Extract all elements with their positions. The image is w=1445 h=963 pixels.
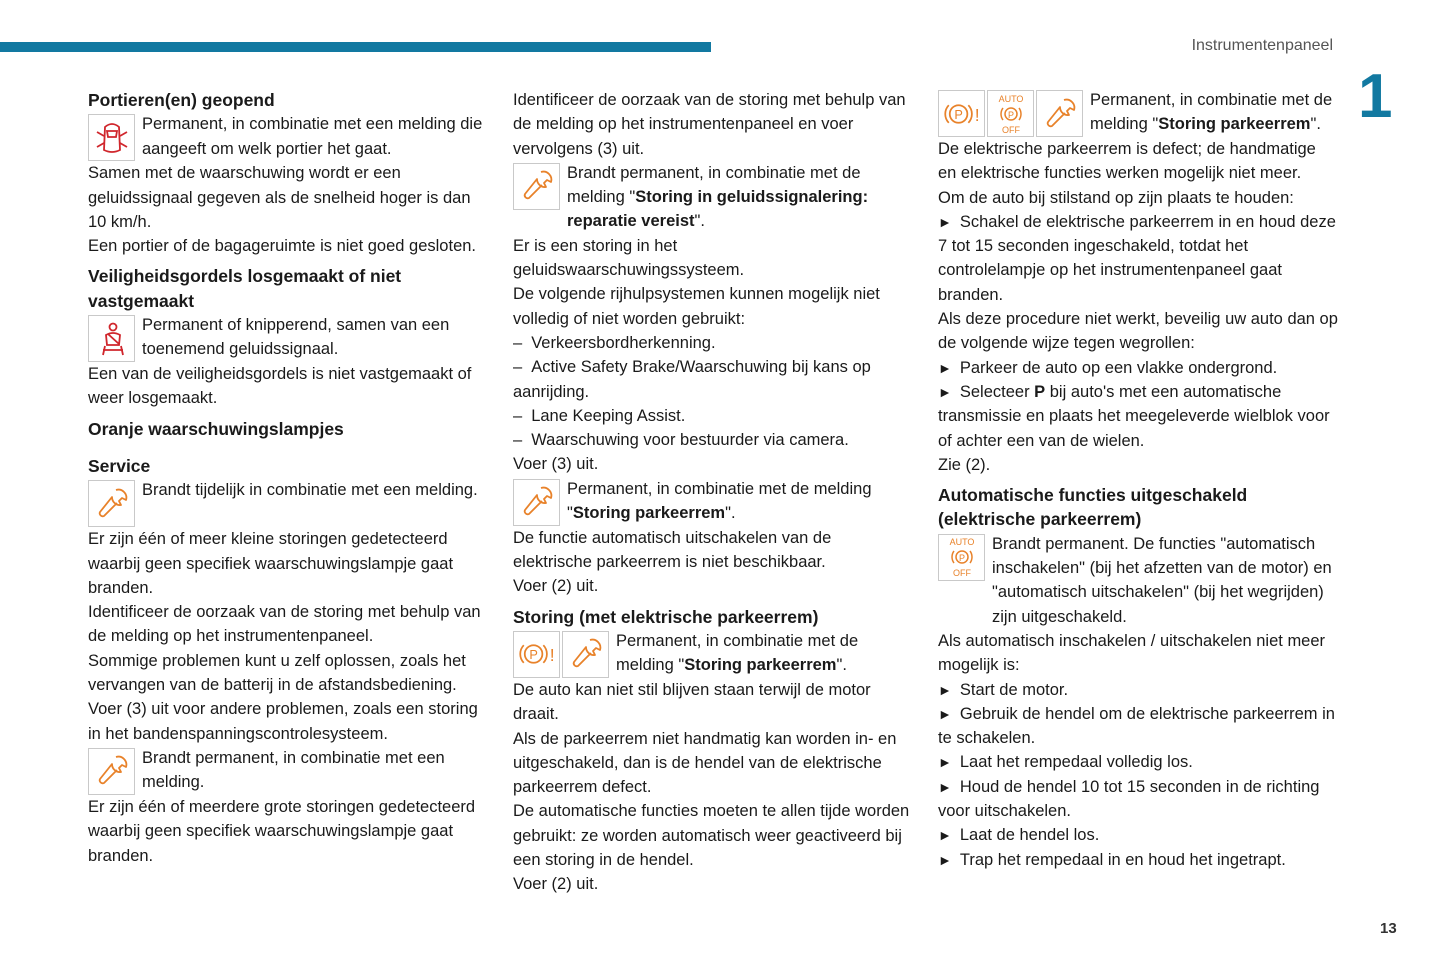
list-item: ► Schakel de elektrische parkeerrem in en houd deze 7 tot 15 seconden ingeschakeld, totdat het controlelampje op het instrumentenpaneel gaat branden. — [938, 210, 1338, 307]
wrench-icon — [88, 480, 135, 527]
service-icon1-text: Brandt tijdelijk in combinatie met een melding. — [142, 481, 478, 500]
list-item: – Waarschuwing voor bestuurder via camera. — [513, 428, 911, 452]
list-item: – Verkeersbordherkenning. — [513, 331, 911, 355]
doors-warning-row — [88, 112, 488, 161]
list-item: ► Houd de hendel 10 tot 15 seconden in de richting voor uitschakelen. — [938, 775, 1338, 824]
auto-off-icon — [987, 90, 1034, 137]
parking-brake-fault-icon — [938, 90, 985, 137]
parkbrake-warning-row: Permanent, in combinatie met de melding "Storing parkeerrem". — [513, 477, 911, 526]
col2-paragraph-3: De volgende rijhulpsystemen kunnen mogelijk niet volledig of niet worden gebruikt: — [513, 285, 880, 328]
service-icon2-text: Brandt permanent, in combinatie met een melding. — [142, 748, 445, 792]
col2-paragraph-6: Voer (2) uit. — [513, 577, 599, 596]
list-item: – Lane Keeping Assist. — [513, 404, 911, 428]
col2-paragraph-7: De auto kan niet stil blijven staan terwijl de motor draait. — [513, 680, 871, 724]
epb-warning-row: P ! Permanent, in combinatie met de melding "Storing parkeerrem". — [513, 629, 911, 678]
service-paragraph-4: Voer (3) uit voor andere problemen, zoals een storing in het bandenspanningscontrolesysteem. — [88, 700, 478, 743]
list-item: ► Parkeer de auto op een vlakke ondergrond. — [938, 356, 1338, 380]
col3-paragraph-1: De elektrische parkeerrem is defect; de handmatige en elektrische functies werken mogelijk niet meer. — [938, 140, 1316, 183]
svg-text:AUTO: AUTO — [998, 93, 1023, 104]
heading-epb-fault: Storing (met elektrische parkeerrem) — [513, 606, 819, 627]
col3-paragraph-3: Als deze procedure niet werkt, beveilig uw auto dan op de volgende wijze tegen wegrollen: — [938, 310, 1338, 353]
column-3 — [938, 88, 1338, 872]
heading-belts: Veiligheidsgordels losgemaakt of niet vastgemaakt — [88, 266, 402, 311]
svg-text:!: ! — [974, 104, 980, 125]
auto-off-icon — [938, 534, 985, 581]
assist-systems-list — [513, 331, 911, 452]
list-item: ► Selecteer P bij auto's met een automatische transmissie en plaats het meegeleverde wielblok voor of achter een van de wielen. — [938, 380, 1338, 453]
list-item: ► Start de motor. — [938, 678, 1338, 702]
auto-off-icon-text: Brandt permanent. De functies "automatisch inschakelen" (bij het afzetten van de motor) en "automatisch uitschakelen" (bij het wegrijden) zijn uitgeschakeld. — [992, 534, 1332, 626]
service-paragraph-1: Er zijn één of meer kleine storingen gedetecteerd waarbij geen specifiek waarschuwingslampje gaat branden. — [88, 530, 454, 597]
list-item: ► Trap het rempedaal in en houd het ingetrapt. — [938, 848, 1338, 872]
heading-auto-functions: Automatische functies uitgeschakeld (elektrische parkeerrem) — [938, 485, 1248, 530]
service-perm-row — [88, 746, 488, 795]
belts-paragraph-1: Een van de veiligheidsgordels is niet vastgemaakt of weer losgemaakt. — [88, 365, 472, 408]
doors-paragraph-1: Samen met de waarschuwing wordt er een geluidssignaal gegeven als de snelheid hoger is dan 10 km/h. — [88, 164, 471, 231]
belts-icon-text: Permanent of knipperend, samen van een toenemend geluidssignaal. — [142, 316, 450, 359]
service-temp-row — [88, 478, 488, 527]
heading-doors: Portieren(en) geopend — [88, 90, 275, 110]
page-number: 13 — [1380, 920, 1397, 937]
service-paragraph-2: Identificeer de oorzaak van de storing met behulp van de melding op het instrumentenpaneel. — [88, 603, 481, 646]
column-2 — [513, 88, 911, 897]
svg-text:!: ! — [549, 645, 555, 666]
service-paragraph-5: Er zijn één of meerdere grote storingen gedetecteerd waarbij geen specifiek waarschuwingslampje gaat branden. — [88, 797, 476, 865]
message-parkbrake-fault: Storing parkeerrem — [572, 504, 726, 523]
message-sound-fault: Storing in geluidssignalering: reparatie vereist — [567, 188, 869, 231]
wrench-icon — [562, 631, 609, 678]
hold-procedure-list — [938, 210, 1338, 307]
list-item: ► Laat de hendel los. — [938, 823, 1338, 847]
message-parkbrake-fault: Storing parkeerrem — [1158, 115, 1311, 134]
col3-paragraph-4: Zie (2). — [938, 455, 991, 474]
auto-off-row — [938, 532, 1338, 629]
heading-orange-lamps: Oranje waarschuwingslampjes — [88, 418, 344, 439]
list-item: – Active Safety Brake/Waarschuwing bij kans op aanrijding. — [513, 355, 911, 404]
seatbelt-icon — [88, 315, 135, 362]
col2-paragraph-9: De automatische functies moeten te allen tijde worden gebruikt: ze worden automatisch weer geactiveerd bij een storing in de hendel. — [513, 802, 910, 870]
col2-paragraph-10: Voer (2) uit. — [513, 875, 599, 894]
doors-paragraph-2: Een portier of de bagageruimte is niet goed gesloten. — [88, 237, 477, 256]
col2-paragraph-5: De functie automatisch uitschakelen van de elektrische parkeerrem is niet beschikbaar. — [513, 528, 832, 572]
message-parkbrake-fault: Storing parkeerrem — [684, 656, 837, 675]
svg-text:OFF: OFF — [952, 568, 971, 579]
epb-three-icons-row: P ! AUTO P OFF Permanent, in combinatie met de melding "Storing parkeerrem". — [938, 88, 1338, 137]
wrench-icon — [513, 479, 560, 526]
sound-warning-row: Brandt permanent, in combinatie met de melding "Storing in geluidssignalering: reparatie vereist". — [513, 161, 911, 234]
wrench-icon — [513, 163, 560, 210]
rolling-procedure-list — [938, 356, 1338, 453]
header-accent-bar — [0, 42, 711, 52]
wrench-icon — [1036, 90, 1083, 137]
service-paragraph-3: Sommige problemen kunt u zelf oplossen, zoals het vervangen van de batterij in de afstandsbediening. — [88, 651, 466, 695]
auto-procedure-list — [938, 678, 1338, 872]
parking-brake-fault-icon — [513, 631, 560, 678]
wrench-icon — [88, 748, 135, 795]
doors-icon-text: Permanent, in combinatie met een melding die aangeeft om welk portier het gaat. — [142, 115, 483, 158]
col3-paragraph-2: Om de auto bij stilstand op zijn plaats te houden: — [938, 188, 1294, 207]
svg-text:AUTO: AUTO — [949, 537, 974, 548]
svg-text:OFF: OFF — [1001, 124, 1020, 135]
list-item: ► Gebruik de hendel om de elektrische parkeerrem in te schakelen. — [938, 702, 1338, 751]
svg-text:P: P — [529, 647, 538, 663]
column-1 — [88, 88, 488, 868]
col2-paragraph-1: Identificeer de oorzaak van de storing met behulp van de melding op het instrumentenpaneel en voer vervolgens (3) uit. — [513, 91, 906, 158]
svg-text:P: P — [958, 553, 965, 564]
col2-paragraph-8: Als de parkeerrem niet handmatig kan worden in- en uitgeschakeld, dan is de hendel van de elektrische parkeerrem defect. — [513, 729, 897, 797]
col2-paragraph-4: Voer (3) uit. — [513, 455, 599, 474]
svg-text:P: P — [954, 106, 963, 122]
section-title: Instrumentenpaneel — [1191, 37, 1333, 54]
door-open-icon — [88, 114, 135, 161]
heading-service: Service — [88, 455, 151, 476]
svg-text:P: P — [1007, 109, 1014, 120]
col2-paragraph-2: Er is een storing in het geluidswaarschuwingssysteem. — [513, 236, 745, 280]
belts-warning-row — [88, 313, 488, 362]
list-item: ► Laat het rempedaal volledig los. — [938, 750, 1338, 774]
chapter-number: 1 — [1358, 62, 1393, 131]
col3-paragraph-5: Als automatisch inschakelen / uitschakelen niet meer mogelijk is: — [938, 631, 1326, 675]
